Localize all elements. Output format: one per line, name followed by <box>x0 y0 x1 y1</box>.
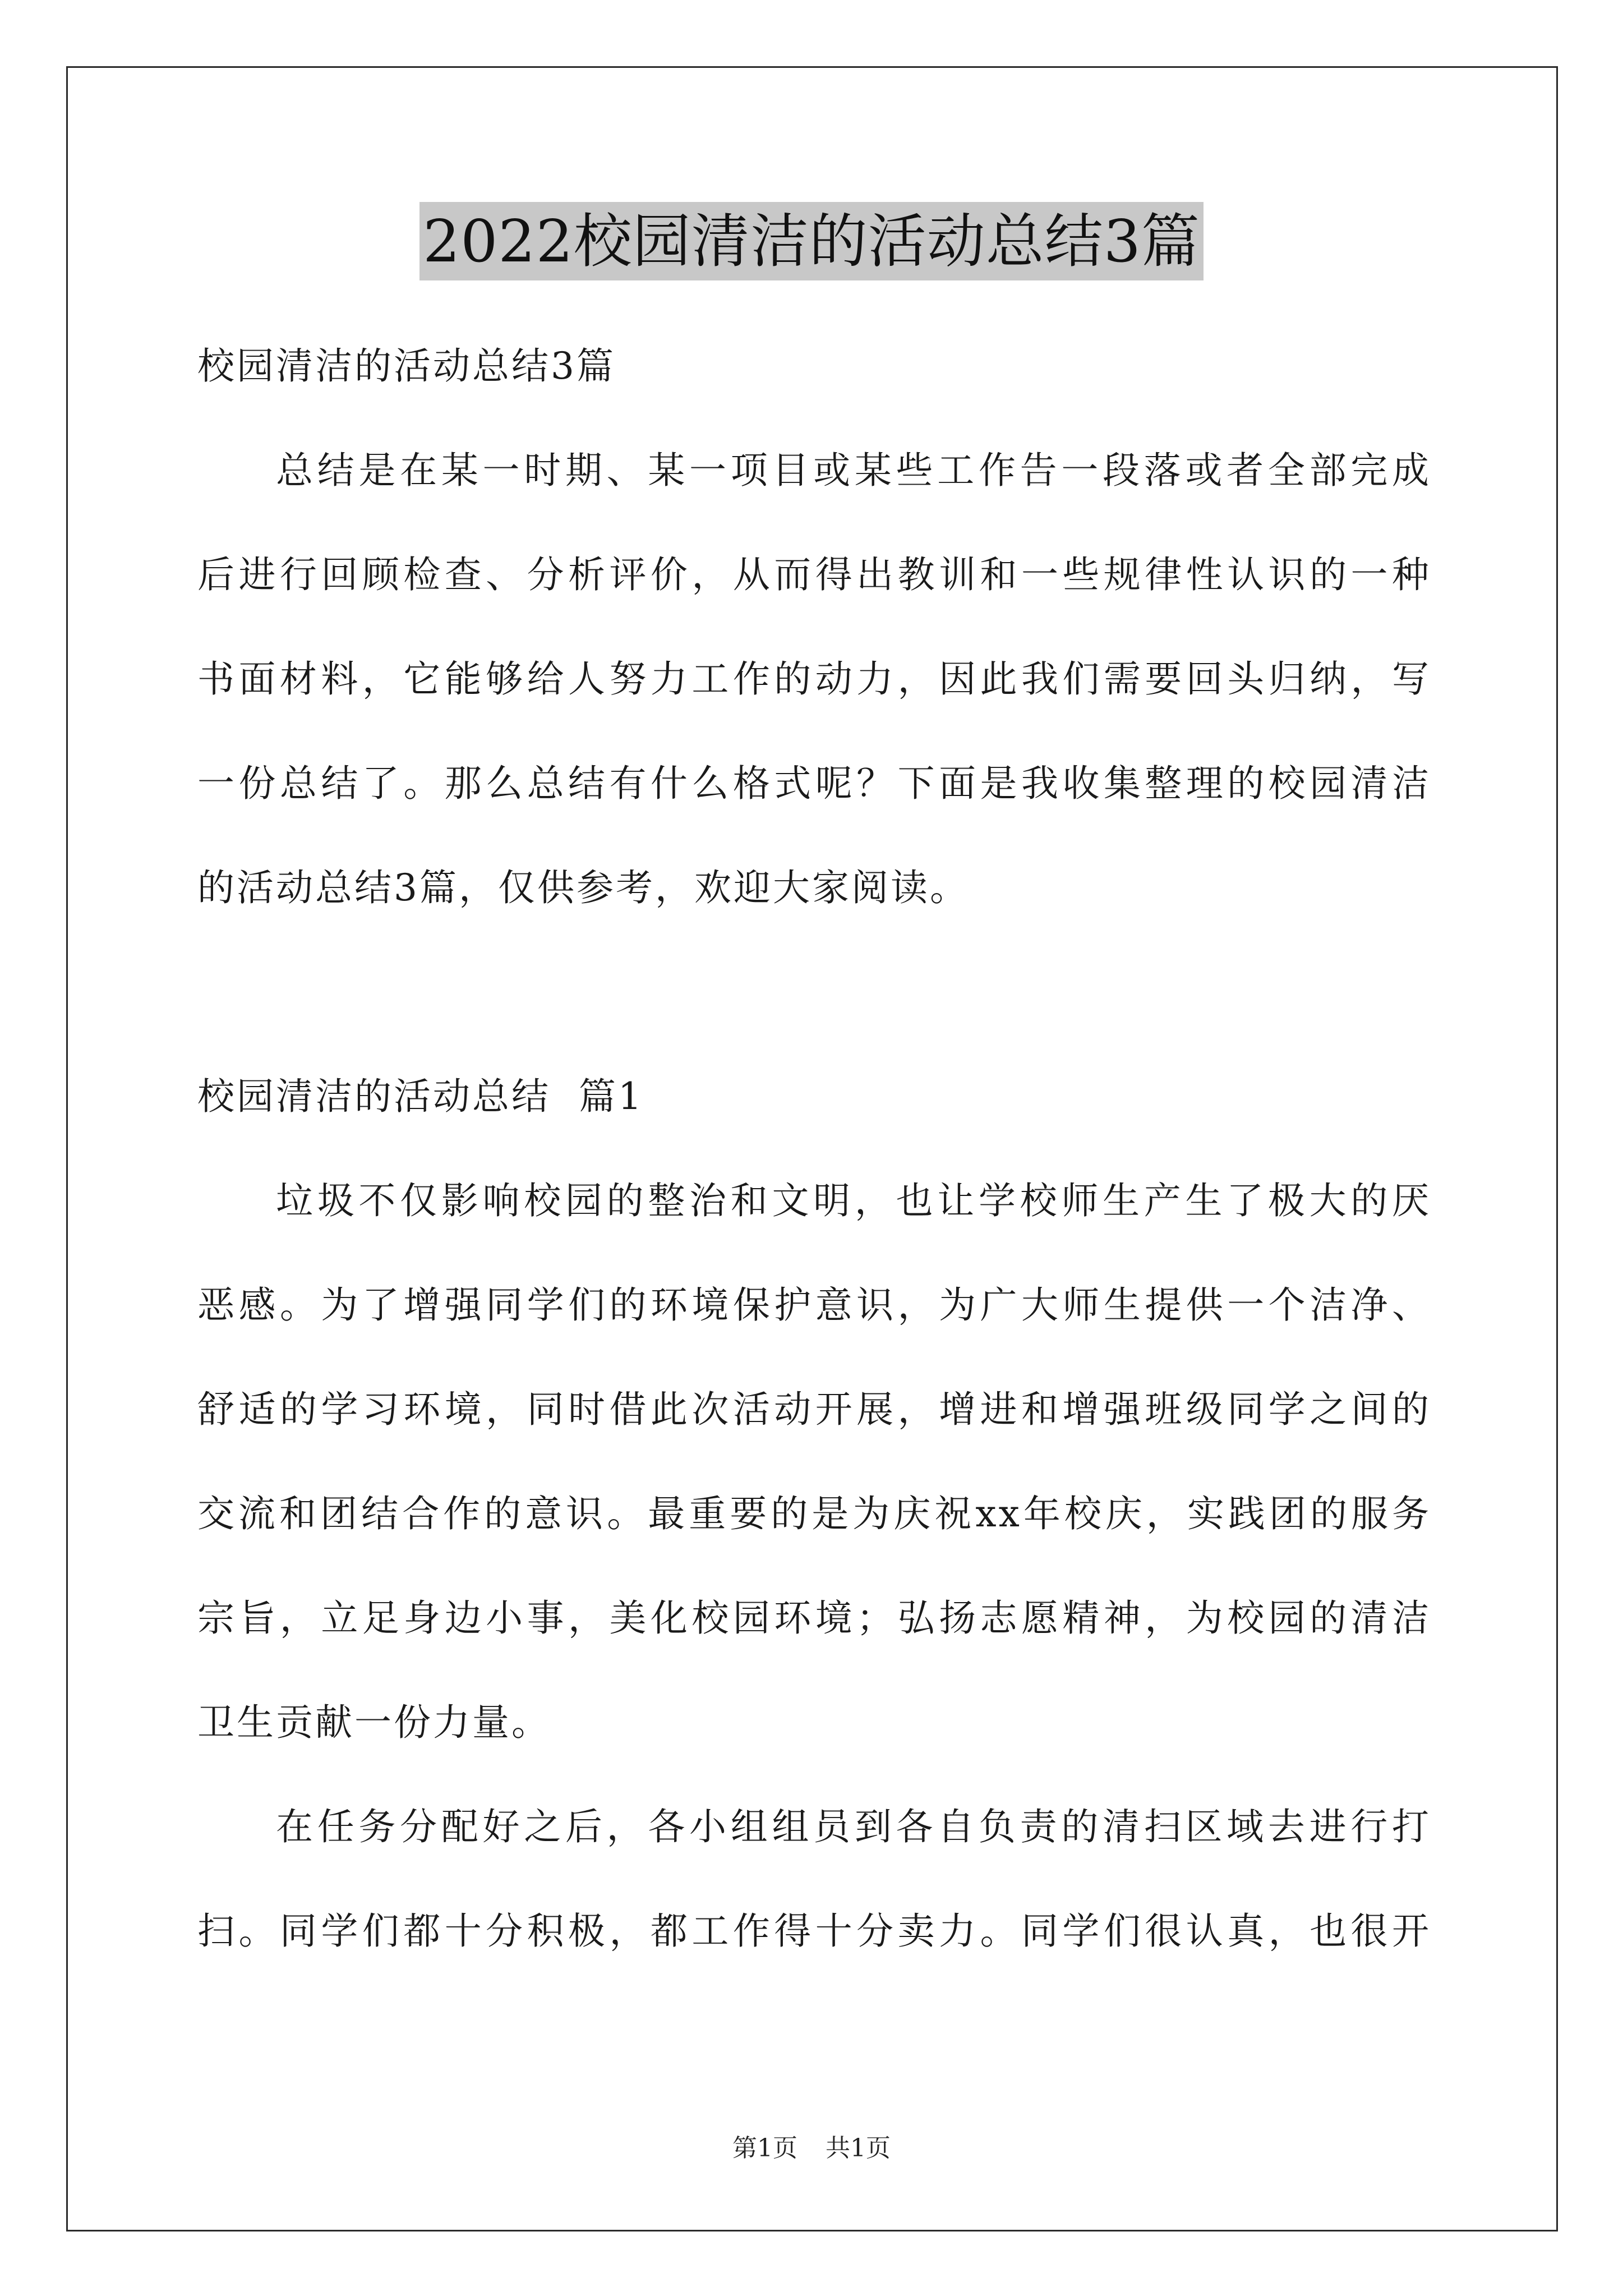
paragraph-line: 后进行回顾检查、分析评价，从而得出教训和一些规律性认识的一种 <box>197 553 1431 596</box>
title-wrap <box>0 202 1623 280</box>
section-spacer <box>197 940 1431 1045</box>
paragraph-line: 交流和团结合作的意识。最重要的是为庆祝xx年校庆，实践团的服务 <box>197 1492 1431 1535</box>
document-title: 2022校园清洁的活动总结3篇 <box>419 202 1204 280</box>
section-paragraph-2 <box>197 1775 1431 1984</box>
paragraph-line: 恶感。为了增强同学们的环境保护意识，为广大师生提供一个洁净、 <box>197 1283 1431 1327</box>
document-body <box>197 314 1431 1984</box>
section-paragraph-1 <box>197 1149 1431 1775</box>
section-heading: 校园清洁的活动总结 篇1 <box>197 1075 644 1118</box>
paragraph-line: 垃圾不仅影响校园的整治和文明，也让学校师生产生了极大的厌 <box>276 1179 1431 1222</box>
paragraph-line: 扫。同学们都十分积极，都工作得十分卖力。同学们很认真，也很开 <box>197 1910 1431 1953</box>
intro-paragraph <box>197 418 1431 940</box>
paragraph-line: 书面材料，它能够给人努力工作的动力，因此我们需要回头归纳，写 <box>197 657 1431 701</box>
paragraph-line: 舒适的学习环境，同时借此次活动开展，增进和增强班级同学之间的 <box>197 1388 1431 1431</box>
document-subtitle: 校园清洁的活动总结3篇 <box>197 344 616 388</box>
page-number: 第1页 <box>732 2134 797 2162</box>
paragraph-line: 总结是在某一时期、某一项目或某些工作告一段落或者全部完成 <box>276 449 1431 492</box>
paragraph-line: 一份总结了。那么总结有什么格式呢？下面是我收集整理的校园清洁 <box>197 762 1431 805</box>
paragraph-line: 的活动总结3篇，仅供参考，欢迎大家阅读。 <box>197 866 969 909</box>
page-total: 共1页 <box>826 2134 891 2162</box>
paragraph-line: 卫生贡献一份力量。 <box>197 1701 551 1744</box>
paragraph-line: 宗旨，立足身边小事，美化校园环境；弘扬志愿精神，为校园的清洁 <box>197 1596 1431 1640</box>
page-footer <box>0 2132 1623 2165</box>
paragraph-line: 在任务分配好之后，各小组组员到各自负责的清扫区域去进行打 <box>276 1805 1431 1848</box>
